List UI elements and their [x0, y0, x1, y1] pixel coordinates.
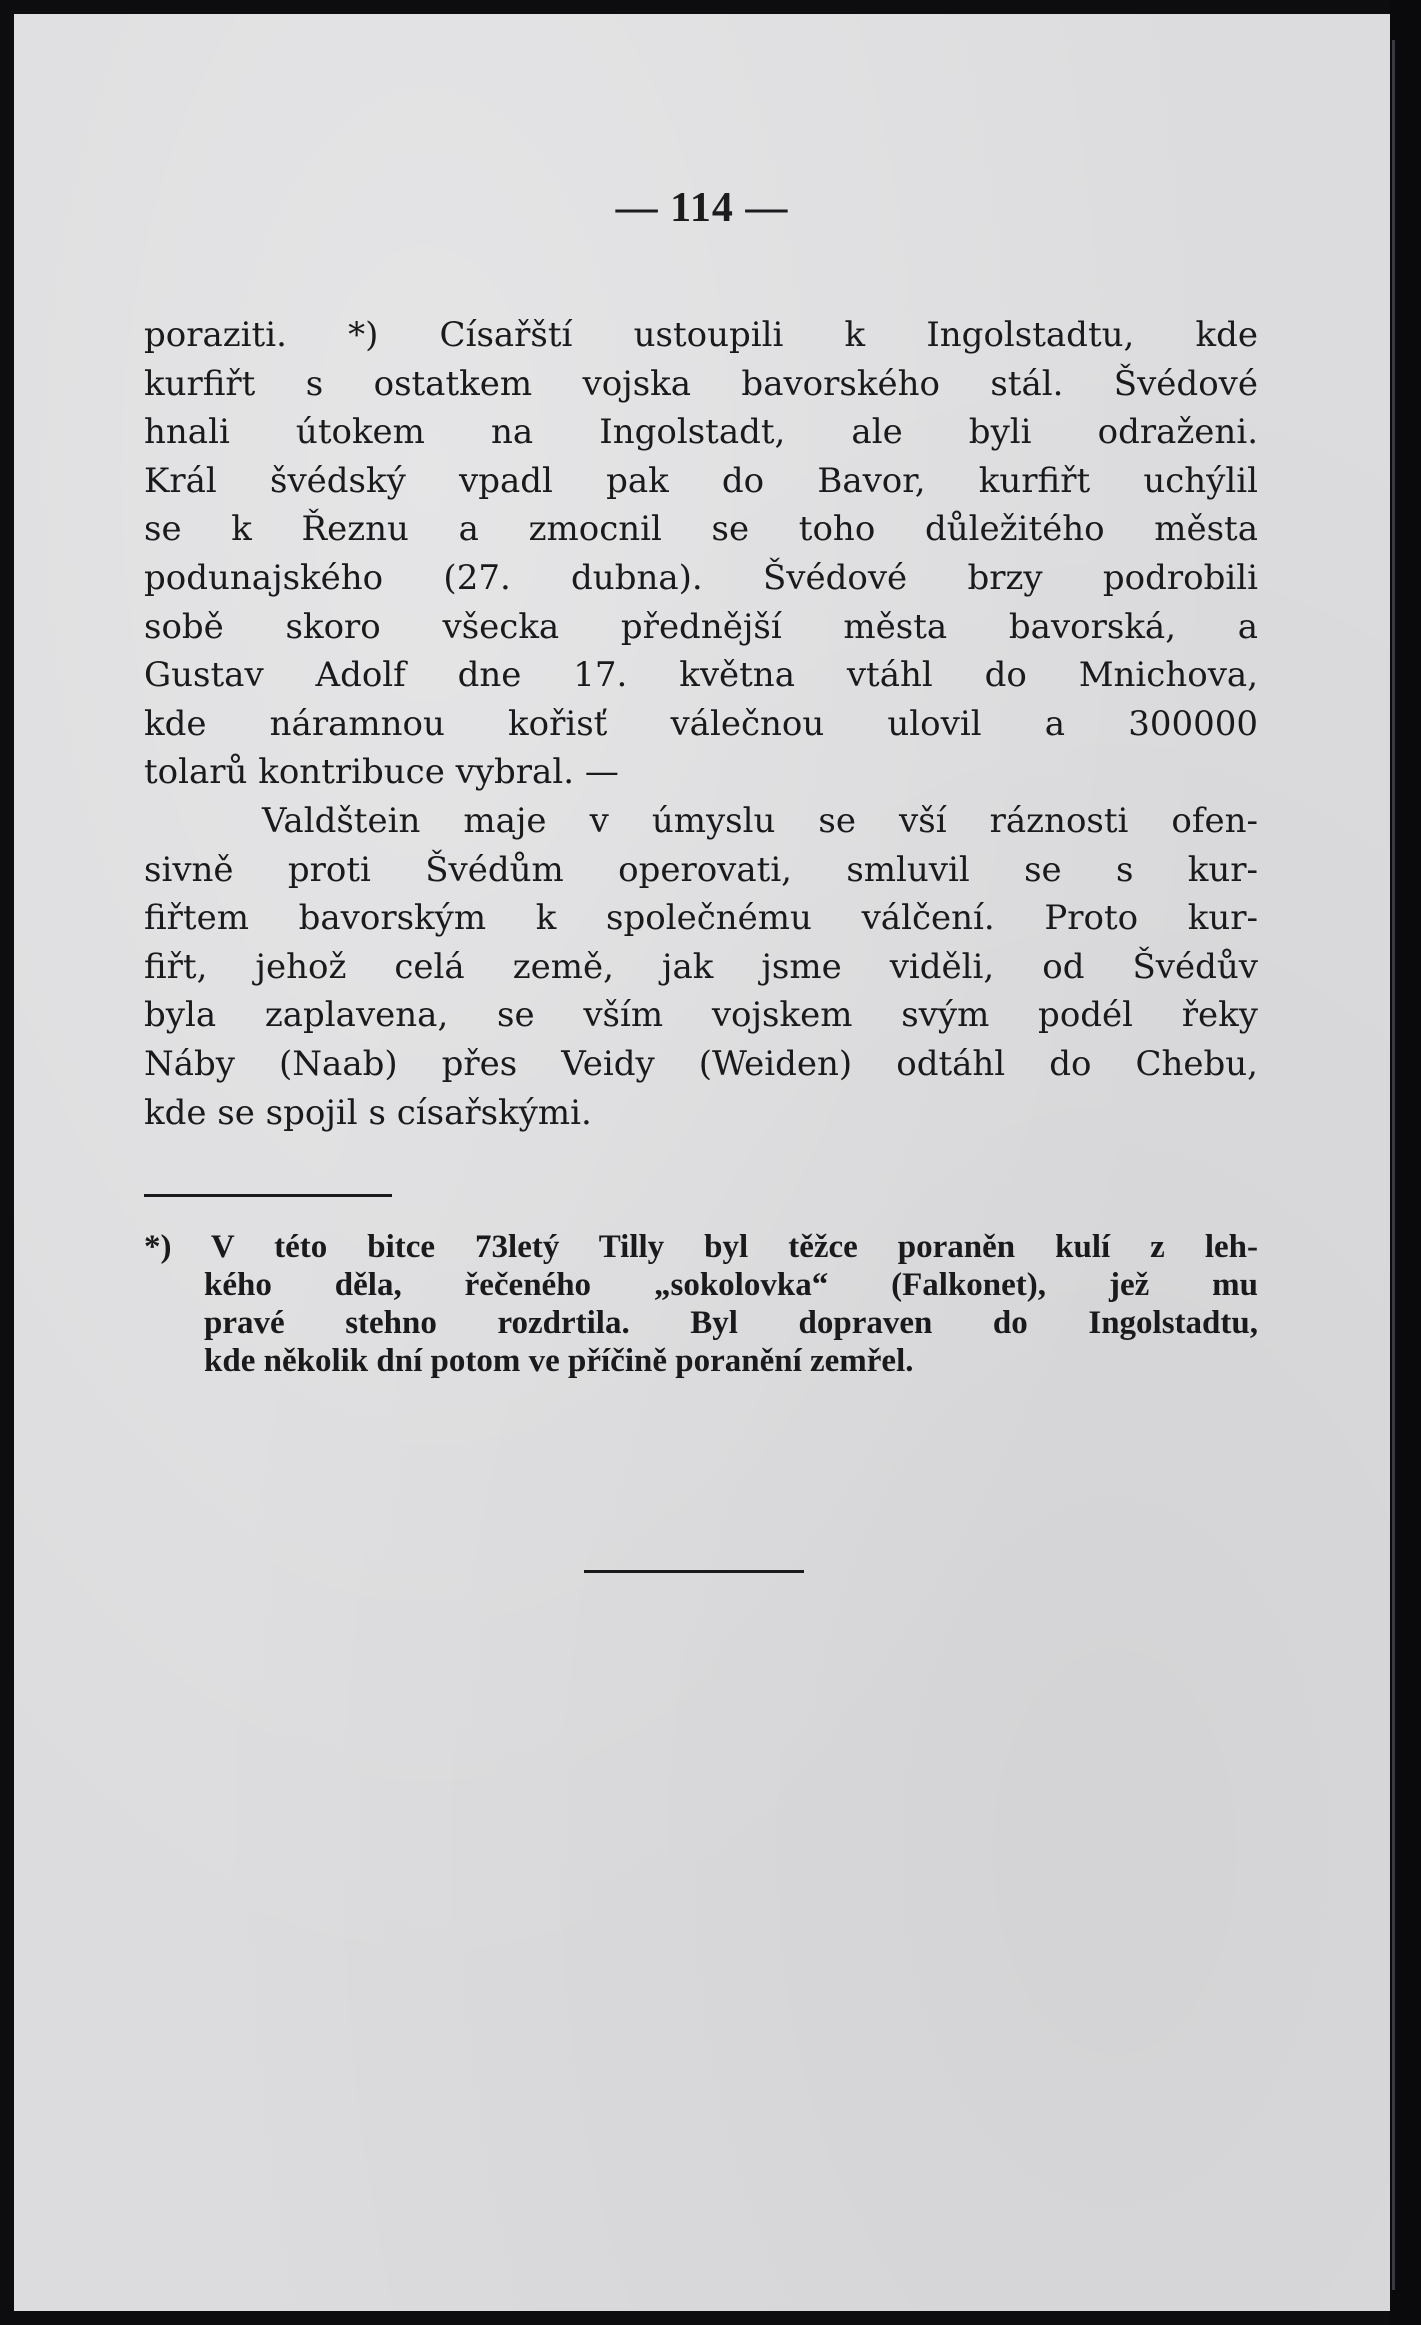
footnote-separator	[144, 1194, 392, 1197]
body-line: fiřtem bavorským k společnému válčení. Proto kur-	[144, 898, 1258, 939]
body-line: kde náramnou kořisť válečnou ulovil a 300000	[144, 703, 1258, 744]
body-line: se k Řeznu a zmocnil se toho důležitého města	[144, 509, 1258, 550]
body-line: Gustav Adolf dne 17. května vtáhl do Mnichova,	[144, 655, 1258, 696]
body-text	[144, 311, 1258, 1137]
body-line: Náby (Naab) přes Veidy (Weiden) odtáhl do Chebu,	[144, 1043, 1258, 1084]
body-line: poraziti. *) Císařští ustoupili k Ingolstadtu, kde	[144, 315, 1258, 355]
body-line: sobě skoro všecka přednější města bavorská, a	[144, 606, 1258, 647]
right-scan-edge-stripe	[1392, 40, 1395, 2290]
body-line: Král švédský vpadl pak do Bavor, kurfiřt uchýlil	[144, 460, 1258, 501]
body-line: podunajského (27. dubna). Švédové brzy podrobili	[144, 557, 1258, 598]
footnote-line: kého děla, řečeného „sokolovka“ (Falkonet), jež mu	[204, 1267, 1258, 1303]
body-line: fiřt, jehož celá země, jak jsme viděli, od Švédův	[144, 946, 1258, 987]
paragraph-first-line: Valdštein maje v úmyslu se vší ráznosti ofen-	[262, 800, 1258, 841]
end-ornament-rule	[584, 1570, 804, 1573]
footnote	[144, 1228, 1258, 1380]
footnote-line: *) V této bitce 73letý Tilly byl těžce poraněn kulí z leh-	[144, 1229, 1258, 1265]
book-page	[14, 14, 1390, 2311]
footnote-line: pravé stehno rozdrtila. Byl dopraven do Ingolstadtu,	[204, 1305, 1258, 1341]
page-number: — 114 —	[615, 185, 789, 231]
footnote-line: kde několik dní potom ve příčině poranění zemřel.	[204, 1343, 914, 1379]
body-line: hnali útokem na Ingolstadt, ale byli odraženi.	[144, 412, 1258, 453]
body-line: kurfiřt s ostatkem vojska bavorského stál. Švédové	[144, 363, 1258, 404]
body-line: tolarů kontribuce vybral. —	[144, 752, 619, 793]
body-line: byla zaplavena, se vším vojskem svým podél řeky	[144, 995, 1258, 1036]
body-line: kde se spojil s císařskými.	[144, 1092, 592, 1133]
body-line: sivně proti Švédům operovati, smluvil se s kur-	[144, 849, 1258, 890]
